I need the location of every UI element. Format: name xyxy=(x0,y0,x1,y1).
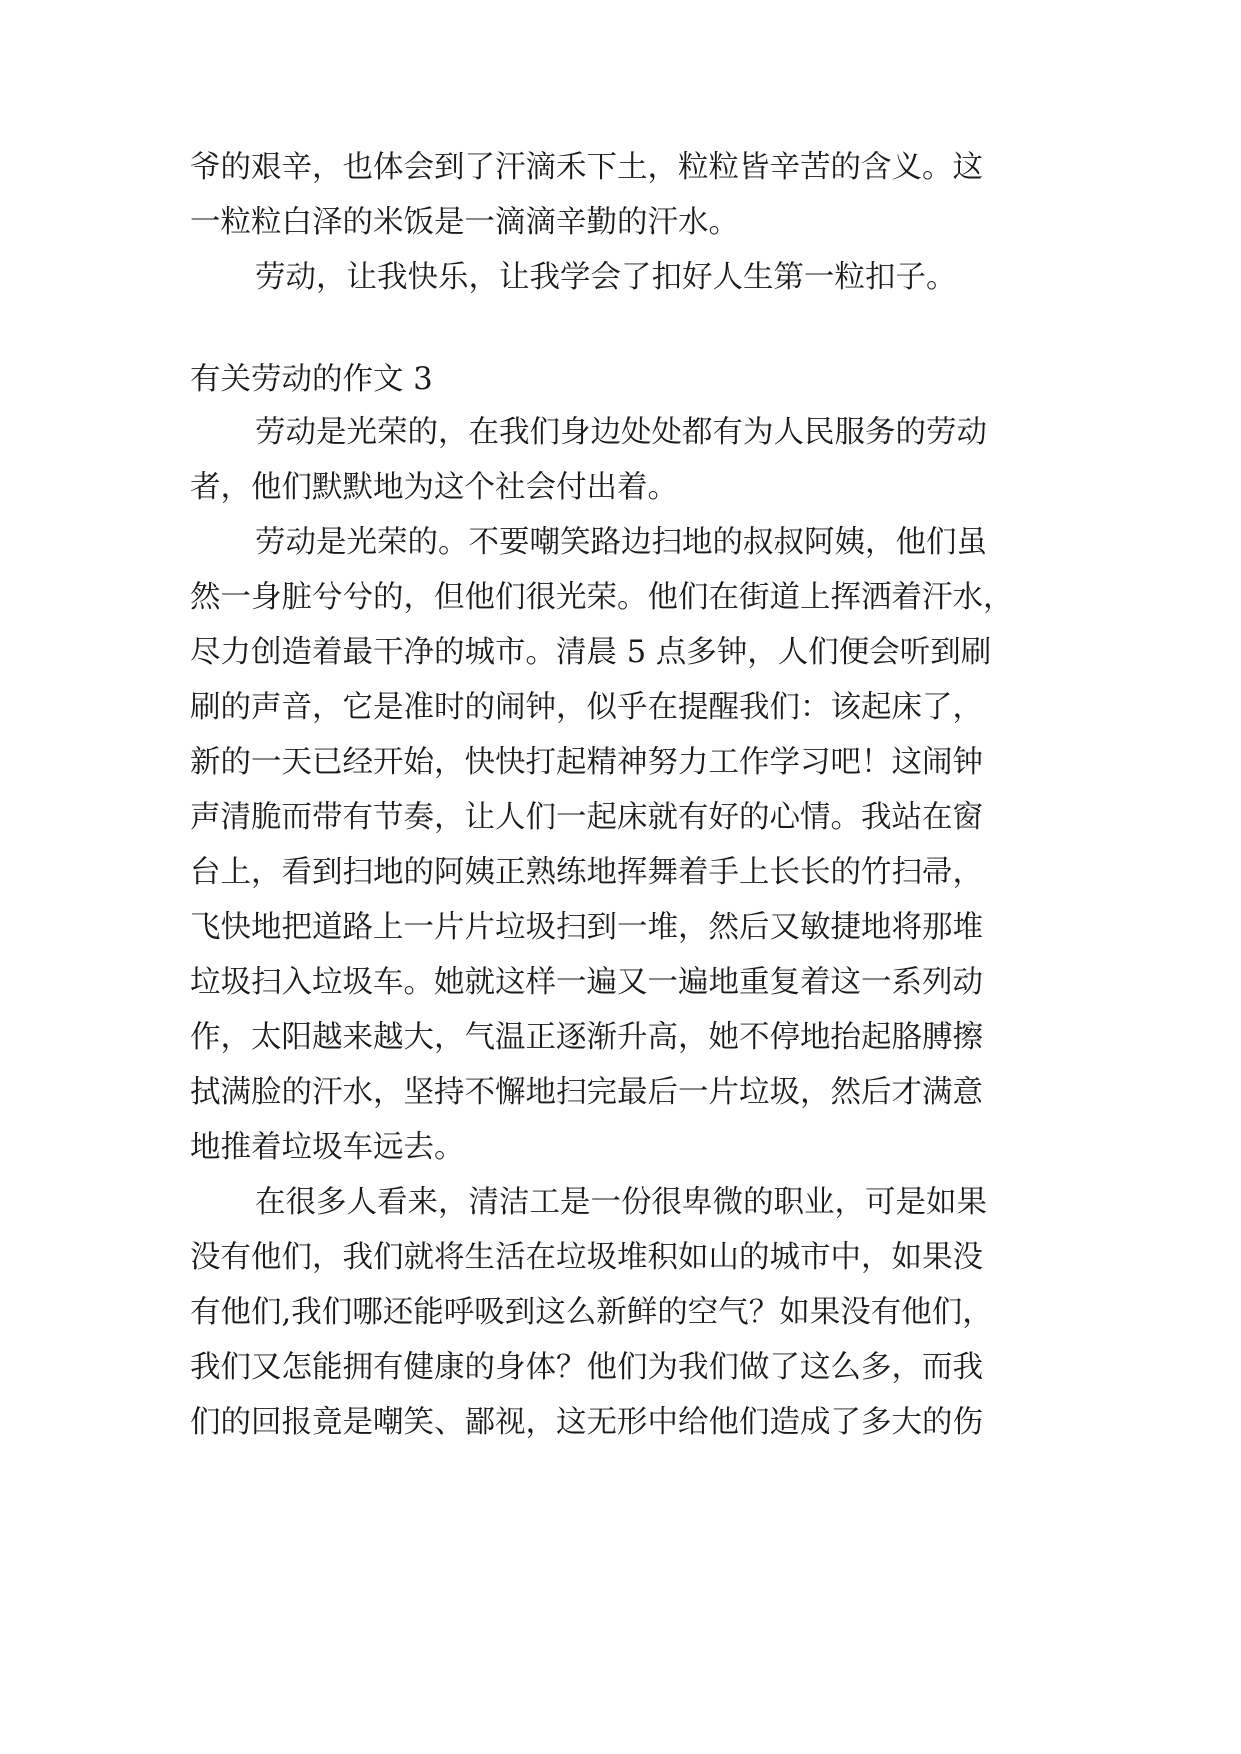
text-line: 刷的声音，它是准时的闹钟，似乎在提醒我们：该起床了， xyxy=(190,690,983,725)
text-line: 劳动是光荣的，在我们身边处处都有为人民服务的劳动 xyxy=(255,415,987,450)
text-line: 飞快地把道路上一片片垃圾扫到一堆，然后又敏捷地将那堆 xyxy=(190,910,983,945)
text-line: 声清脆而带有节奏，让人们一起床就有好的心情。我站在窗 xyxy=(190,800,983,835)
text-line: 台上，看到扫地的阿姨正熟练地挥舞着手上长长的竹扫帚， xyxy=(190,855,983,890)
text-line: 在很多人看来，清洁工是一份很卑微的职业，可是如果 xyxy=(255,1185,987,1220)
text-line: 们的回报竟是嘲笑、鄙视，这无形中给他们造成了多大的伤 xyxy=(190,1405,983,1440)
section-title: 有关劳动的作文 3 xyxy=(190,362,433,397)
text-line: 我们又怎能拥有健康的身体？他们为我们做了这么多，而我 xyxy=(190,1350,983,1385)
text-line: 一粒粒白泽的米饭是一滴滴辛勤的汗水。 xyxy=(190,205,739,240)
text-line: 然一身脏兮兮的，但他们很光荣。他们在街道上挥洒着汗水， xyxy=(190,580,1014,615)
text-line: 者，他们默默地为这个社会付出着。 xyxy=(190,470,678,505)
text-line: 作，太阳越来越大，气温正逐渐升高，她不停地抬起胳膊擦 xyxy=(190,1020,983,1055)
text-line: 垃圾扫入垃圾车。她就这样一遍又一遍地重复着这一系列动 xyxy=(190,965,983,1000)
text-line: 没有他们，我们就将生活在垃圾堆积如山的城市中，如果没 xyxy=(190,1240,983,1275)
text-line: 劳动是光荣的。不要嘲笑路边扫地的叔叔阿姨，他们虽 xyxy=(255,525,987,560)
text-line: 地推着垃圾车远去。 xyxy=(190,1130,465,1165)
closing-line: 劳动，让我快乐，让我学会了扣好人生第一粒扣子。 xyxy=(255,260,957,295)
text-line: 有他们,我们哪还能呼吸到这么新鲜的空气？如果没有他们， xyxy=(190,1295,993,1330)
text-line: 新的一天已经开始，快快打起精神努力工作学习吧！这闹钟 xyxy=(190,745,983,780)
text-line: 尽力创造着最干净的城市。清晨 5 点多钟，人们便会听到刷 xyxy=(190,635,992,670)
text-line: 拭满脸的汗水，坚持不懈地扫完最后一片垃圾，然后才满意 xyxy=(190,1075,983,1110)
text-line: 爷的艰辛，也体会到了汗滴禾下土，粒粒皆辛苦的含义。这 xyxy=(190,150,983,185)
